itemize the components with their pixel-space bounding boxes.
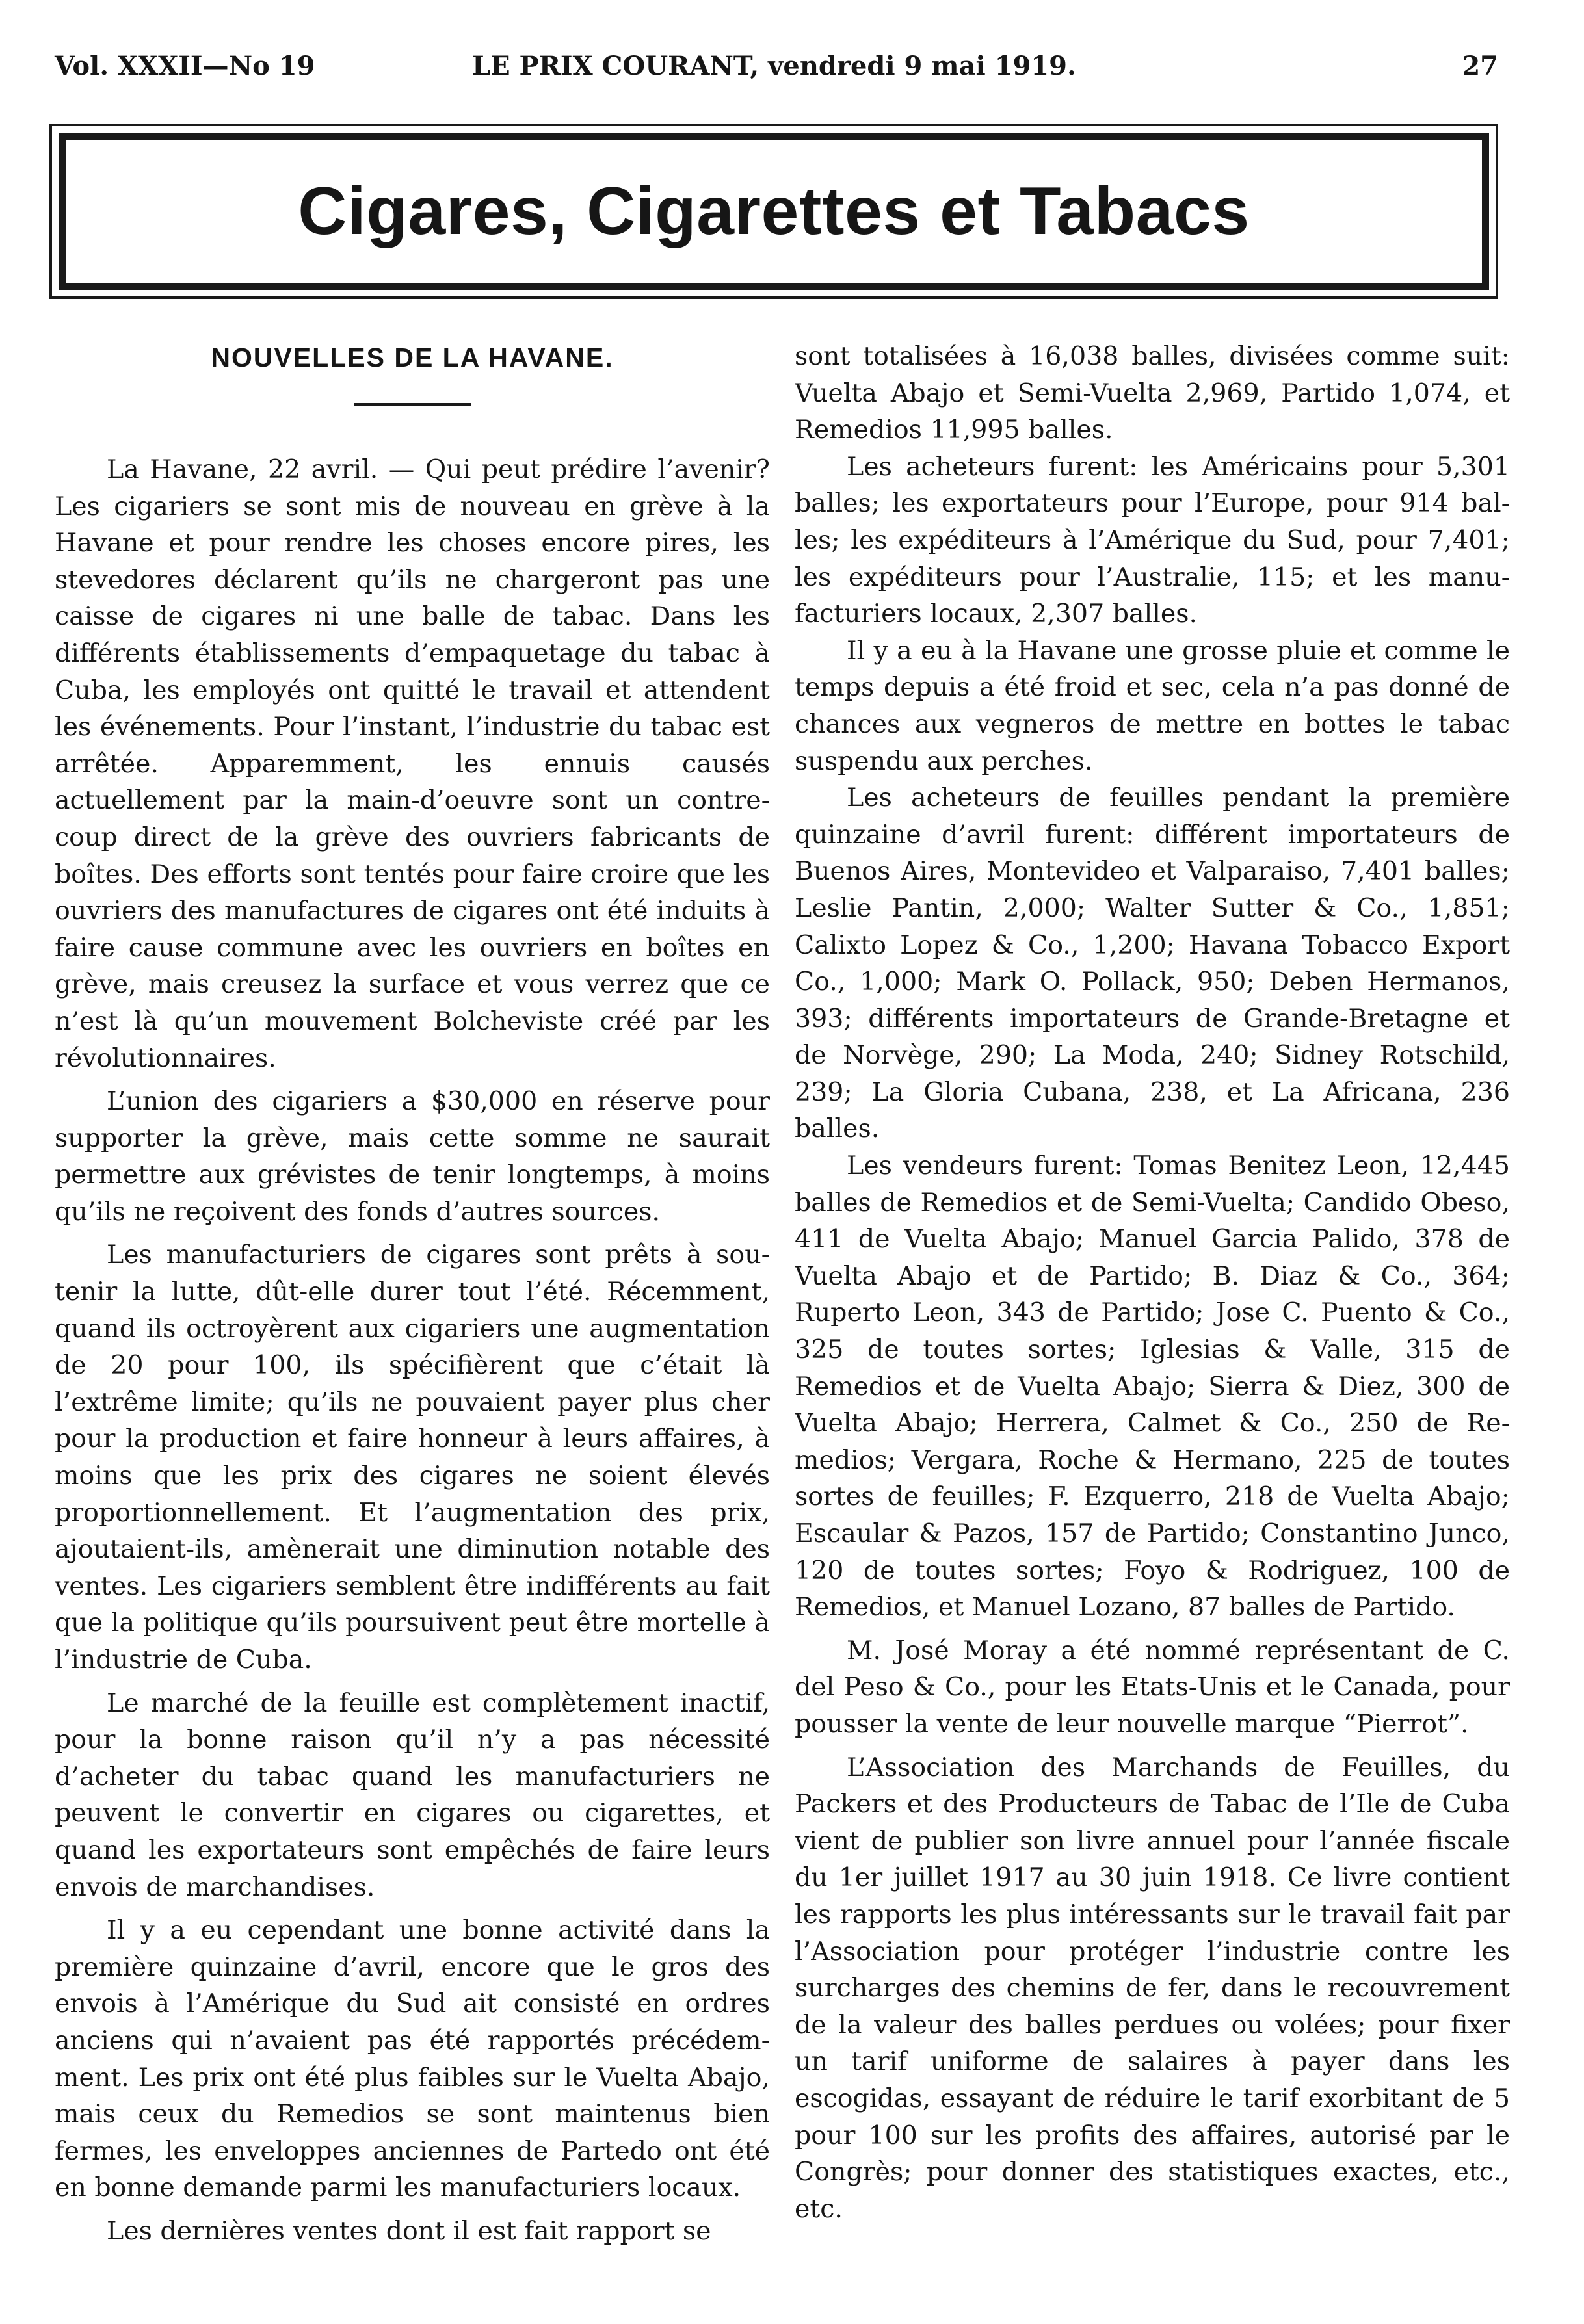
paragraph: sont totalisées à 16,038 balles, divisées comme suit: Vuelta Abajo et Semi-Vuelta 2,969, Partido 1,074, et Remedios 11,995 balles.: [795, 341, 1510, 445]
paragraph: L’union des cigariers a $30,000 en réserve pour supporter la grève, mais cette somme ne saurait permettre aux grévistes de tenir longtemps, à moins qu’ils ne reçoivent des fonds d’autres sources.: [55, 1086, 770, 1227]
paragraph: Les vendeurs furent: Tomas Benitez Leon, 12,445 balles de Remedios et de Semi-Vuelta; Candido Obeso, 411 de Vuelta Abajo; Manuel Garcia Palido, 378 de Vuelta Abajo et de Partido; B. Diaz & Co., 364; Ruperto Leon, 343 de Partido; Jose C. Puento & Co., 325 de toutes sortes; Iglesias & Valle, 315 de Remedios et de Vuelta Abajo; Sierra & Diez, 300 de Vuelta Abajo; Herrera, Calmet & Co., 250 de Remedios; Vergara, Roche & Hermano, 225 de toutes sortes de feuilles; F. Ezquerro, 218 de Vuelta Abajo; Escaular & Pazos, 157 de Partido; Constantino Junco, 120 de toutes sortes; Foyo & Rodriguez, 100 de Remedios, et Manuel Lozano, 87 balles de Partido.: [795, 1151, 1510, 1623]
left-column: [55, 338, 770, 2301]
paragraph: Les manufacturiers de cigares sont prêts à soutenir la lutte, dût-elle durer tout l’été. Récemment, quand ils octroyèrent aux cigariers une augmentation de 20 pour 100, ils spécifièrent que c’était là l’extrême limite; qu’ils ne pouvaient payer plus cher pour la production et faire honneur à leurs affaires, à moins que les prix des cigares ne soient élevés proportionnellement. Et l’augmentation des prix, ajoutaient-ils, amènerait une diminution notable des ventes. Les cigariers semblent être indifférents au fait que la politique qu’ils poursuivent peut être mortelle à l’industrie de Cuba.: [55, 1240, 770, 1675]
paragraph: La Havane, 22 avril. — Qui peut prédire l’avenir? Les cigariers se sont mis de nouveau en grève à la Havane et pour rendre les choses encore pires, les stevedores déclarent qu’ils ne chargeront pas une caisse de cigares ni une balle de tabac. Dans les différents établissements d’empaquetage du tabac à Cuba, les employés ont quitté le travail et attendent les événements. Pour l’instant, l’industrie du tabac est arrêtée. Apparemment, les ennuis causés actuellement par la main-d’oeuvre sont un contre-coup direct de la grève des ouvriers fabricants de boîtes. Des efforts sont tentés pour faire croire que les ouvriers des manufactures de cigares ont été induits à faire cause commune avec les ouvriers en boîtes en grève, mais creusez la surface et vous verrez que ce n’est là qu’un mouvement Bolcheviste créé par les révolutionnaires.: [55, 454, 770, 1073]
paragraph: Il y a eu à la Havane une grosse pluie et comme le temps depuis a été froid et sec, cela n’a pas donné de chances aux vegneros de mettre en bottes le tabac suspendu aux perches.: [795, 635, 1510, 776]
running-head: [55, 51, 1498, 96]
section-heading: NOUVELLES DE LA HAVANE.: [211, 343, 614, 372]
paragraph: Le marché de la feuille est complètement inactif, pour la bonne raison qu’il n’y a pas nécessité d’acheter du tabac quand les manufacturiers ne peuvent le convertir en cigares ou cigarettes, et quand les exportateurs sont empêchés de faire leurs envois de marchandises.: [55, 1688, 770, 1902]
volume-number: Vol. XXXII—No 19: [55, 51, 315, 81]
page-title: Cigares, Cigarettes et Tabacs: [298, 173, 1250, 249]
page-number: 27: [1462, 51, 1498, 81]
paragraph: M. José Moray a été nommé représentant de C. del Peso & Co., pour les Etats-Unis et le Canada, pour pousser la vente de leur nouvelle marque “Pierrot”.: [795, 1635, 1510, 1739]
publication-date: LE PRIX COURANT, vendredi 9 mai 1919.: [472, 51, 1076, 81]
paragraph: Les acheteurs de feuilles pendant la première quinzaine d’avril furent: différent importateurs de Buenos Aires, Montevideo et Valparaiso, 7,401 balles; Leslie Pantin, 2,000; Walter Sutter & Co., 1,851; Calixto Lopez & Co., 1,200; Havana Tobacco Export Co., 1,000; Mark O. Pollack, 950; Deben Hermanos, 393; différents importateurs de Grande-Bretagne et de Norvège, 290; La Moda, 240; Sidney Rotschild, 239; La Gloria Cubana, 238, et La Africana, 236 balles.: [795, 783, 1510, 1144]
paragraph: L’Association des Marchands de Feuilles, du Packers et des Producteurs de Tabac de l’Ile de Cuba vient de publier son livre annuel pour l’année fiscale du 1er juillet 1917 au 30 juin 1918. Ce livre contient les rapports les plus intéressants sur le travail fait par l’Association pour protéger l’industrie contre les surcharges des chemins de fer, dans le recouvrement de la valeur des balles perdues ou volées; pour fixer un tarif uniforme de salaires à payer dans les escogidas, essayant de réduire le tarif exorbitant de 5 pour 100 sur les profits des affaires, autorisé par le Congrès; pour donner des statistiques exactes, etc., etc.: [795, 1752, 1510, 2224]
right-column: [795, 338, 1510, 2301]
paragraph: Les dernières ventes dont il est fait rapport se: [107, 2215, 711, 2246]
title-box: [49, 124, 1498, 299]
title-border: [59, 133, 1489, 290]
paragraph: Il y a eu cependant une bonne activité dans la première quinzaine d’avril, encore que le gros des envois à l’Amérique du Sud ait consisté en ordres anciens qui n’avaient pas été rapportés précédemment. Les prix ont été plus faibles sur le Vuelta Abajo, mais ceux du Remedios se sont maintenus bien fermes, les enveloppes anciennes de Partedo ont été en bonne demande parmi les manufacturiers locaux.: [55, 1915, 770, 2203]
paragraph: Les acheteurs furent: les Américains pour 5,301 balles; les exportateurs pour l’Europe, pour 914 balles; les expéditeurs à l’Amérique du Sud, pour 7,401; les expéditeurs pour l’Australie, 115; et les manufacturiers locaux, 2,307 balles.: [795, 451, 1510, 629]
heading-rule: [354, 403, 471, 406]
